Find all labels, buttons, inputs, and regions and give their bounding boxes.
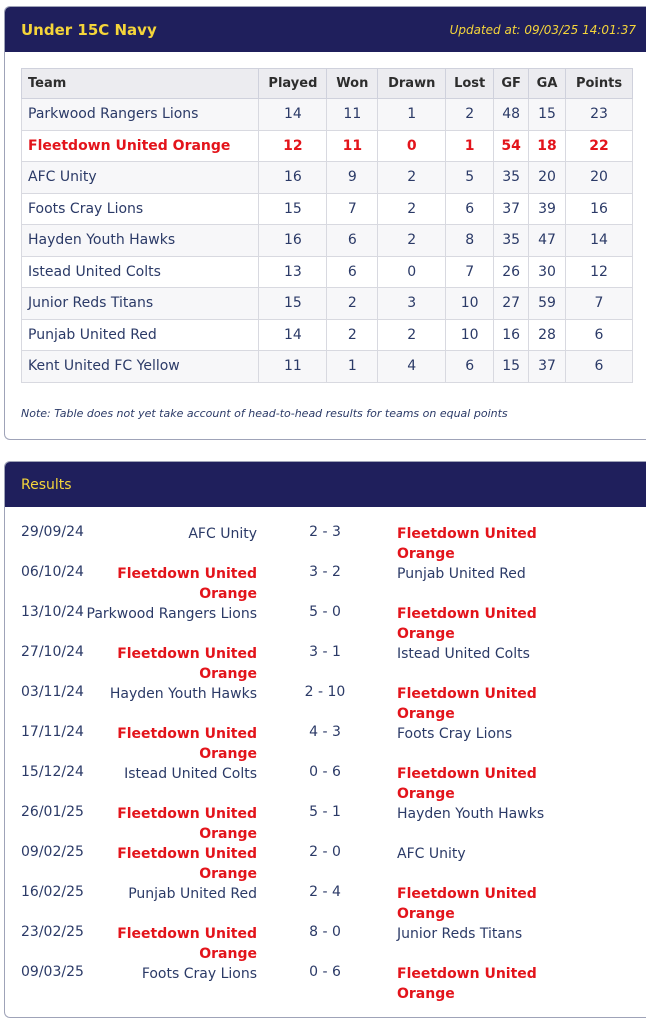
cell-played: 14 (259, 319, 327, 351)
cell-won: 2 (327, 288, 378, 320)
away-team: Fleetdown United Orange (397, 686, 537, 722)
cell-won: 11 (327, 99, 378, 131)
away-team: Fleetdown United Orange (397, 766, 537, 802)
away-team: Hayden Youth Hawks (397, 806, 545, 822)
cell-ga: 28 (529, 319, 566, 351)
cell-played: 13 (259, 256, 327, 288)
cell-team: Hayden Youth Hawks (22, 225, 259, 257)
column-header-played: Played (259, 69, 327, 99)
table-row (22, 193, 633, 225)
cell-drawn: 2 (378, 193, 446, 225)
away-team: Foots Cray Lions (397, 726, 513, 742)
updated-timestamp: Updated at: 09/03/25 14:01:37 (449, 22, 636, 37)
cell-gf: 35 (494, 162, 529, 194)
score: 5 - 1 (309, 804, 341, 820)
cell-won: 6 (327, 256, 378, 288)
cell-played: 15 (259, 193, 327, 225)
home-team: Fleetdown United Orange (117, 726, 257, 762)
league-title: Under 15C Navy (21, 20, 157, 39)
score: 2 - 3 (309, 524, 341, 540)
cell-won: 6 (327, 225, 378, 257)
score: 5 - 0 (309, 604, 341, 620)
cell-drawn: 3 (378, 288, 446, 320)
cell-gf: 37 (494, 193, 529, 225)
cell-played: 15 (259, 288, 327, 320)
table-row (22, 225, 633, 257)
league-table (21, 68, 633, 383)
cell-ga: 59 (529, 288, 566, 320)
column-header-points: Points (566, 69, 633, 99)
cell-lost: 6 (446, 193, 494, 225)
cell-won: 11 (327, 130, 378, 162)
home-team: Hayden Youth Hawks (109, 686, 257, 702)
cell-gf: 35 (494, 225, 529, 257)
cell-points: 12 (566, 256, 633, 288)
results-title: Results (21, 476, 72, 493)
score: 4 - 3 (309, 724, 341, 740)
cell-team: Junior Reds Titans (22, 288, 259, 320)
cell-team: Punjab United Red (22, 319, 259, 351)
results-header (5, 462, 646, 507)
cell-played: 12 (259, 130, 327, 162)
home-team: Fleetdown United Orange (117, 566, 257, 602)
result-date: 03/11/24 (21, 684, 84, 700)
cell-gf: 16 (494, 319, 529, 351)
result-date: 29/09/24 (21, 524, 84, 540)
cell-team: Foots Cray Lions (22, 193, 259, 225)
result-row (5, 924, 646, 964)
column-header-ga: GA (529, 69, 566, 99)
home-team: Fleetdown United Orange (117, 646, 257, 682)
result-row (5, 764, 646, 804)
result-date: 06/10/24 (21, 564, 84, 580)
home-team: AFC Unity (188, 526, 257, 542)
cell-lost: 1 (446, 130, 494, 162)
cell-points: 14 (566, 225, 633, 257)
away-team: Fleetdown United Orange (397, 606, 537, 642)
score: 3 - 2 (309, 564, 341, 580)
table-row (22, 351, 633, 383)
cell-lost: 10 (446, 288, 494, 320)
result-date: 27/10/24 (21, 644, 84, 660)
cell-won: 7 (327, 193, 378, 225)
result-row (5, 524, 646, 564)
cell-drawn: 0 (378, 256, 446, 288)
result-date: 16/02/25 (21, 884, 84, 900)
home-team: Istead United Colts (124, 766, 257, 782)
home-team: Fleetdown United Orange (117, 926, 257, 962)
cell-points: 6 (566, 351, 633, 383)
table-note: Note: Table does not yet take account of head-to-head results for teams on equal points (21, 407, 508, 420)
cell-played: 11 (259, 351, 327, 383)
away-team: AFC Unity (397, 846, 466, 862)
cell-points: 16 (566, 193, 633, 225)
score: 2 - 4 (309, 884, 341, 900)
cell-ga: 15 (529, 99, 566, 131)
table-header-row (22, 69, 633, 99)
home-team: Punjab United Red (128, 886, 257, 902)
cell-gf: 48 (494, 99, 529, 131)
result-date: 17/11/24 (21, 724, 84, 740)
column-header-drawn: Drawn (378, 69, 446, 99)
table-row (22, 99, 633, 131)
result-date: 15/12/24 (21, 764, 84, 780)
cell-drawn: 4 (378, 351, 446, 383)
result-date: 23/02/25 (21, 924, 84, 940)
table-row (22, 256, 633, 288)
result-date: 26/01/25 (21, 804, 84, 820)
cell-ga: 37 (529, 351, 566, 383)
cell-lost: 2 (446, 99, 494, 131)
result-date: 09/02/25 (21, 844, 84, 860)
away-team: Fleetdown United Orange (397, 886, 537, 922)
cell-team: AFC Unity (22, 162, 259, 194)
result-row (5, 564, 646, 604)
score: 0 - 6 (309, 964, 341, 980)
cell-team: Istead United Colts (22, 256, 259, 288)
result-row (5, 844, 646, 884)
cell-ga: 20 (529, 162, 566, 194)
away-team: Fleetdown United Orange (397, 966, 537, 1002)
cell-drawn: 0 (378, 130, 446, 162)
cell-team: Parkwood Rangers Lions (22, 99, 259, 131)
cell-drawn: 2 (378, 162, 446, 194)
result-row (5, 604, 646, 644)
table-row (22, 162, 633, 194)
cell-played: 16 (259, 162, 327, 194)
away-team: Fleetdown United Orange (397, 526, 537, 562)
cell-team: Fleetdown United Orange (22, 130, 259, 162)
cell-points: 7 (566, 288, 633, 320)
result-row (5, 804, 646, 844)
home-team: Parkwood Rangers Lions (86, 606, 257, 622)
cell-ga: 30 (529, 256, 566, 288)
cell-lost: 8 (446, 225, 494, 257)
cell-ga: 18 (529, 130, 566, 162)
cell-won: 2 (327, 319, 378, 351)
results-card (4, 461, 646, 1018)
cell-played: 16 (259, 225, 327, 257)
column-header-gf: GF (494, 69, 529, 99)
column-header-team: Team (22, 69, 259, 99)
table-row (22, 319, 633, 351)
table-row (22, 130, 633, 162)
result-row (5, 724, 646, 764)
cell-team: Kent United FC Yellow (22, 351, 259, 383)
cell-lost: 10 (446, 319, 494, 351)
cell-drawn: 1 (378, 99, 446, 131)
cell-ga: 39 (529, 193, 566, 225)
cell-gf: 26 (494, 256, 529, 288)
result-date: 13/10/24 (21, 604, 84, 620)
cell-ga: 47 (529, 225, 566, 257)
table-row (22, 288, 633, 320)
cell-drawn: 2 (378, 225, 446, 257)
score: 2 - 10 (304, 684, 346, 700)
cell-won: 1 (327, 351, 378, 383)
score: 2 - 0 (309, 844, 341, 860)
result-row (5, 644, 646, 684)
cell-points: 22 (566, 130, 633, 162)
away-team: Punjab United Red (397, 566, 526, 582)
cell-points: 20 (566, 162, 633, 194)
cell-gf: 15 (494, 351, 529, 383)
score: 3 - 1 (309, 644, 341, 660)
column-header-lost: Lost (446, 69, 494, 99)
home-team: Fleetdown United Orange (117, 846, 257, 882)
cell-played: 14 (259, 99, 327, 131)
away-team: Istead United Colts (397, 646, 530, 662)
result-row (5, 964, 646, 1004)
cell-lost: 6 (446, 351, 494, 383)
score: 8 - 0 (309, 924, 341, 940)
cell-lost: 7 (446, 256, 494, 288)
cell-drawn: 2 (378, 319, 446, 351)
result-date: 09/03/25 (21, 964, 84, 980)
home-team: Fleetdown United Orange (117, 806, 257, 842)
column-header-won: Won (327, 69, 378, 99)
cell-points: 23 (566, 99, 633, 131)
league-table-header (5, 7, 646, 52)
cell-won: 9 (327, 162, 378, 194)
cell-gf: 54 (494, 130, 529, 162)
result-row (5, 884, 646, 924)
away-team: Junior Reds Titans (397, 926, 523, 942)
league-table-card (4, 6, 646, 440)
score: 0 - 6 (309, 764, 341, 780)
cell-gf: 27 (494, 288, 529, 320)
result-row (5, 684, 646, 724)
cell-lost: 5 (446, 162, 494, 194)
cell-points: 6 (566, 319, 633, 351)
home-team: Foots Cray Lions (141, 966, 257, 982)
